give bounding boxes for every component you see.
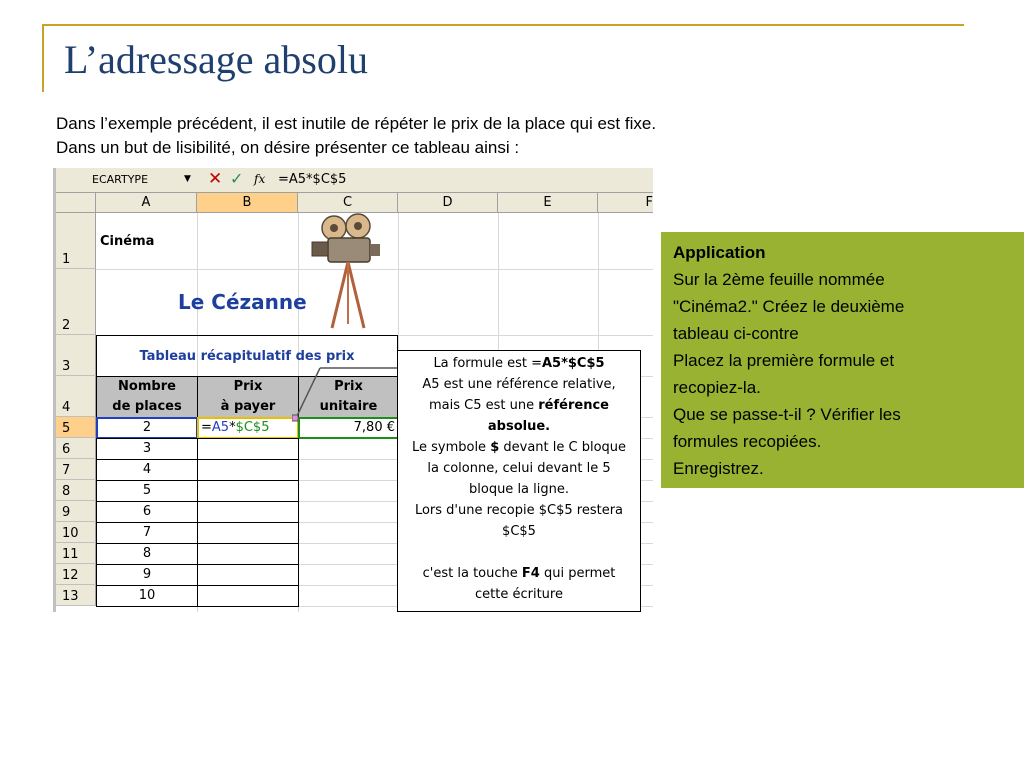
row-header-8[interactable]: 8 — [56, 480, 96, 501]
header-c-line-1: Prix — [334, 379, 363, 394]
comment-emphasis: absolue. — [487, 419, 551, 434]
enter-icon[interactable]: ✓ — [230, 169, 244, 188]
comment-text: mais C5 est une — [429, 398, 539, 413]
header-a-line-1: Nombre — [118, 379, 176, 394]
row-header-12[interactable]: 12 — [56, 564, 96, 585]
header-b-line-2: à payer — [220, 399, 276, 414]
callout-line: Sur la 2ème feuille nommée — [673, 270, 885, 289]
callout-line: formules recopiées. — [673, 432, 822, 451]
b5-ref-a5: A5 — [211, 420, 230, 435]
header-nombre-places[interactable] — [96, 376, 198, 418]
comment-text: La formule est = — [433, 356, 542, 371]
intro-line-1: Dans l’exemple précédent, il est inutile de répéter le prix de la place qui est fixe. — [56, 114, 657, 133]
comment-text: c'est la touche — [422, 566, 522, 581]
cell-b10[interactable] — [197, 522, 299, 544]
comment-line-10 — [398, 563, 640, 584]
header-b-line-1: Prix — [233, 379, 263, 394]
movie-camera-icon — [308, 212, 388, 332]
callout-heading: Application — [673, 243, 766, 262]
comment-line-2: A5 est une référence relative, — [422, 377, 616, 392]
title-rule-top — [42, 24, 964, 26]
cell-b13[interactable] — [197, 585, 299, 607]
comment-key: F4 — [521, 566, 540, 581]
row-header-13[interactable]: 13 — [56, 585, 96, 606]
row-header-7[interactable]: 7 — [56, 459, 96, 480]
application-callout — [661, 232, 1024, 488]
formula-bar — [56, 168, 653, 193]
comment-text: Le symbole — [411, 440, 491, 455]
comment-spacer — [398, 542, 640, 563]
cell-a10[interactable]: 7 — [96, 522, 198, 544]
callout-line: recopiez-la. — [673, 378, 761, 397]
cancel-icon[interactable]: ✕ — [208, 169, 223, 189]
row-header-3[interactable]: 3 — [56, 335, 96, 376]
cell-a11[interactable]: 8 — [96, 543, 198, 565]
cell-b6[interactable] — [197, 438, 299, 460]
table-title[interactable]: Tableau récapitulatif des prix — [96, 335, 398, 376]
comment-line-4 — [398, 416, 640, 437]
cell-a9[interactable]: 6 — [96, 501, 198, 523]
column-header-a[interactable]: A — [96, 193, 197, 213]
row-header-2[interactable]: 2 — [56, 269, 96, 335]
function-icon[interactable]: fx — [254, 172, 266, 186]
comment-line-5 — [398, 437, 640, 458]
row-header-10[interactable]: 10 — [56, 522, 96, 543]
header-c-line-2: unitaire — [319, 399, 378, 414]
row-header-5[interactable]: 5 — [56, 417, 96, 438]
comment-text: qui permet — [539, 566, 616, 581]
row-header-1[interactable]: 1 — [56, 213, 96, 269]
row-header-4[interactable]: 4 — [56, 376, 96, 417]
column-header-d[interactable]: D — [398, 193, 498, 213]
cell-b5[interactable] — [197, 417, 299, 439]
comment-connector — [292, 364, 402, 424]
comment-line-8: Lors d'une recopie $C$5 restera — [414, 503, 624, 518]
cell-a1[interactable]: Cinéma — [100, 234, 155, 249]
callout-line: tableau ci-contre — [673, 324, 799, 343]
name-box[interactable]: ECARTYPE — [62, 171, 200, 188]
comment-line-11: cette écriture — [475, 587, 563, 602]
row-header-11[interactable]: 11 — [56, 543, 96, 564]
b5-operator: * — [229, 420, 236, 435]
cell-c5[interactable]: 7,80 € — [298, 417, 399, 439]
formula-input[interactable]: =A5*$C$5 — [278, 172, 347, 187]
header-prix-payer[interactable] — [197, 376, 299, 418]
cell-a7[interactable]: 4 — [96, 459, 198, 481]
column-header-f[interactable]: F — [598, 193, 653, 213]
column-header-e[interactable]: E — [498, 193, 598, 213]
b5-ref-c5: $C$5 — [235, 420, 270, 435]
header-a-line-2: de places — [112, 399, 182, 414]
b5-equals: = — [201, 420, 212, 435]
comment-line-1 — [398, 353, 640, 374]
cell-b9[interactable] — [197, 501, 299, 523]
cell-a8[interactable]: 5 — [96, 480, 198, 502]
comment-emphasis: référence — [538, 398, 609, 413]
cell-a6[interactable]: 3 — [96, 438, 198, 460]
formula-comment — [397, 350, 641, 612]
row-header-9[interactable]: 9 — [56, 501, 96, 522]
comment-line-6: la colonne, celui devant le 5 — [427, 461, 611, 476]
callout-line: Que se passe-t-il ? Vérifier les — [673, 405, 901, 424]
cell-a12[interactable]: 9 — [96, 564, 198, 586]
comment-symbol: $ — [490, 440, 500, 455]
callout-line: Placez la première formule et — [673, 351, 895, 370]
comment-text: devant le C bloque — [499, 440, 627, 455]
row-header-6[interactable]: 6 — [56, 438, 96, 459]
intro-line-2: Dans un but de lisibilité, on désire présenter ce tableau ainsi : — [56, 138, 520, 157]
column-header-c[interactable]: C — [298, 193, 398, 213]
slide-title: L’adressage absolu — [64, 37, 368, 82]
cell-b8[interactable] — [197, 480, 299, 502]
cell-b7[interactable] — [197, 459, 299, 481]
intro-text — [56, 112, 656, 160]
cell-b12[interactable] — [197, 564, 299, 586]
title-rule-left — [42, 24, 44, 92]
cell-a5[interactable]: 2 — [96, 417, 198, 439]
callout-line: Enregistrez. — [673, 459, 764, 478]
cell-b11[interactable] — [197, 543, 299, 565]
comment-line-9: $C$5 — [502, 524, 536, 539]
name-box-dropdown-icon[interactable]: ▼ — [184, 174, 191, 184]
cinema-name[interactable]: Le Cézanne — [178, 290, 307, 314]
comment-formula: A5*$C$5 — [541, 356, 605, 371]
comment-line-3 — [398, 395, 640, 416]
callout-line: "Cinéma2." Créez le deuxième — [673, 297, 905, 316]
cell-a13[interactable]: 10 — [96, 585, 198, 607]
comment-line-7: bloque la ligne. — [469, 482, 569, 497]
column-header-b[interactable]: B — [197, 193, 298, 213]
select-all-corner[interactable] — [56, 193, 96, 213]
